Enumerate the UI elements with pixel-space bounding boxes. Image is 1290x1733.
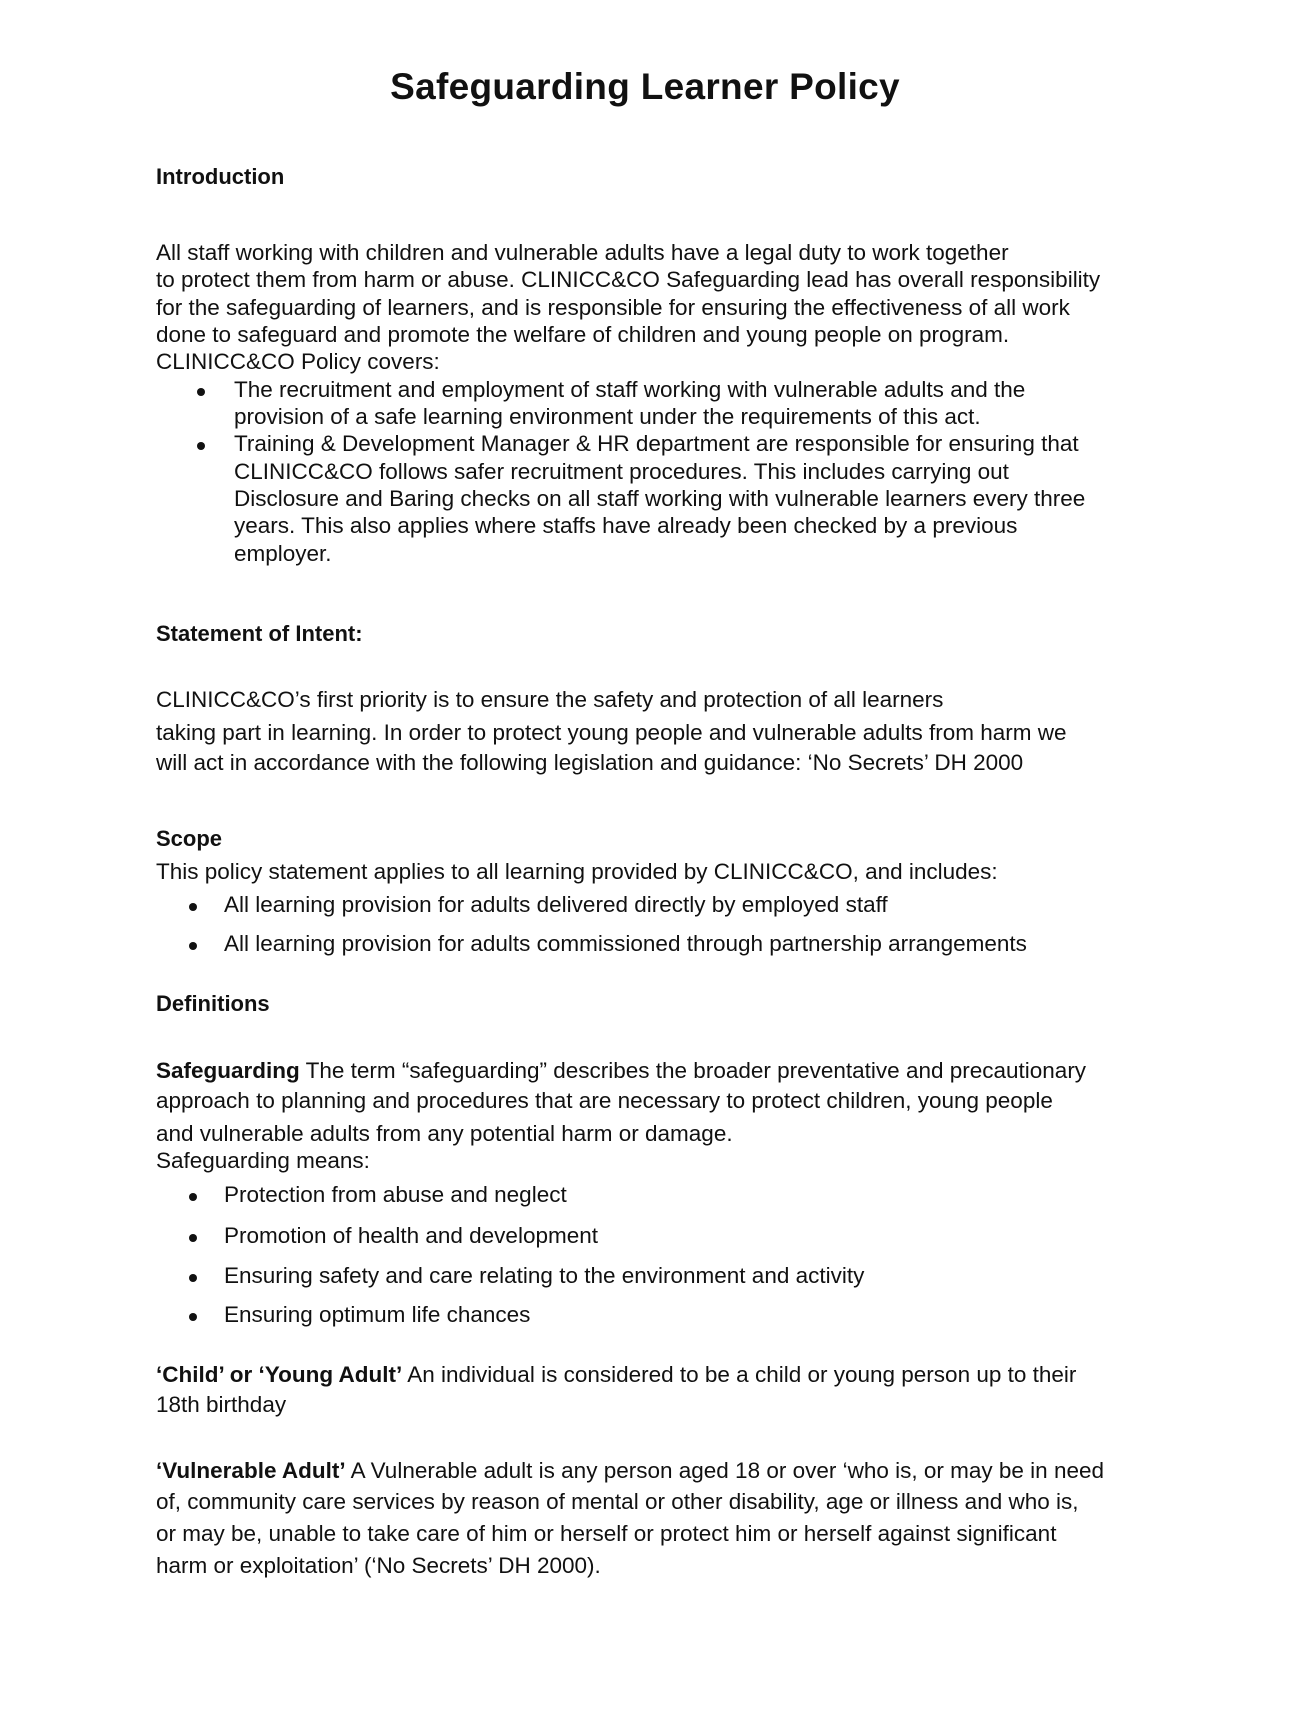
safeguarding-definition-line: approach to planning and procedures that are necessary to protect children, young people — [156, 1088, 1053, 1113]
page-title: Safeguarding Learner Policy — [390, 66, 900, 107]
introduction-bullet-line: The recruitment and employment of staff working with vulnerable adults and the — [234, 377, 1026, 402]
introduction-bullet-line: CLINICC&CO follows safer recruitment procedures. This includes carrying out — [234, 459, 1009, 484]
safeguarding-bullet: Ensuring optimum life chances — [224, 1302, 531, 1327]
bullet-icon — [197, 388, 205, 396]
vulnerable-term: ‘Vulnerable Adult’ — [156, 1458, 346, 1483]
bullet-icon — [189, 903, 197, 911]
intent-line: taking part in learning. In order to protect young people and vulnerable adults from harm we — [156, 720, 1067, 745]
vulnerable-definition-line: of, community care services by reason of mental or other disability, age or illness and who is, — [156, 1489, 1079, 1514]
introduction-line: for the safeguarding of learners, and is responsible for ensuring the effectiveness of all work — [156, 295, 1070, 320]
child-term: ‘Child’ or ‘Young Adult’ — [156, 1362, 403, 1387]
introduction-bullet-line: years. This also applies where staffs have already been checked by a previous — [234, 513, 1018, 538]
bullet-icon — [189, 1274, 197, 1282]
safeguarding-bullet: Ensuring safety and care relating to the environment and activity — [224, 1263, 865, 1288]
safeguarding-bullet: Protection from abuse and neglect — [224, 1182, 567, 1207]
introduction-bullet-line: Training & Development Manager & HR department are responsible for ensuring that — [234, 431, 1079, 456]
scope-intro: This policy statement applies to all learning provided by CLINICC&CO, and includes: — [156, 859, 998, 884]
bullet-icon — [197, 442, 205, 450]
safeguarding-definition-text: The term “safeguarding” describes the broader preventative and precautionary — [299, 1058, 1087, 1083]
child-definition-text: An individual is considered to be a child or young person up to their — [402, 1362, 1077, 1387]
child-definition-line: 18th birthday — [156, 1392, 287, 1417]
scope-bullet: All learning provision for adults commissioned through partnership arrangements — [224, 931, 1027, 956]
intent-line: CLINICC&CO’s first priority is to ensure the safety and protection of all learners — [156, 687, 944, 712]
safeguarding-definition-line — [156, 1058, 1086, 1084]
safeguarding-bullet: Promotion of health and development — [224, 1223, 598, 1248]
introduction-line: done to safeguard and promote the welfare of children and young people on program. — [156, 322, 1010, 347]
introduction-heading: Introduction — [156, 164, 285, 189]
bullet-icon — [189, 942, 197, 950]
safeguarding-means: Safeguarding means: — [156, 1148, 370, 1173]
bullet-icon — [189, 1313, 197, 1321]
vulnerable-definition-line: or may be, unable to take care of him or herself or protect him or herself against significant — [156, 1521, 1057, 1546]
introduction-line: All staff working with children and vulnerable adults have a legal duty to work together — [156, 240, 1009, 265]
introduction-line: CLINICC&CO Policy covers: — [156, 349, 440, 374]
bullet-icon — [189, 1193, 197, 1201]
safeguarding-definition-line: and vulnerable adults from any potential harm or damage. — [156, 1121, 733, 1146]
vulnerable-definition-line — [156, 1458, 1104, 1484]
intent-line: will act in accordance with the following legislation and guidance: ‘No Secrets’ DH 2000 — [156, 750, 1024, 775]
vulnerable-definition-line: harm or exploitation’ (‘No Secrets’ DH 2000). — [156, 1553, 601, 1578]
vulnerable-definition-text: A Vulnerable adult is any person aged 18 or over ‘who is, or may be in need — [345, 1458, 1104, 1483]
definitions-heading: Definitions — [156, 991, 270, 1016]
intent-heading: Statement of Intent: — [156, 621, 363, 646]
introduction-line: to protect them from harm or abuse. CLINICC&CO Safeguarding lead has overall responsibility — [156, 267, 1101, 292]
bullet-icon — [189, 1234, 197, 1242]
scope-heading: Scope — [156, 826, 223, 851]
child-definition-line — [156, 1362, 1076, 1388]
introduction-bullet-line: Disclosure and Baring checks on all staff working with vulnerable learners every three — [234, 486, 1086, 511]
safeguarding-term: Safeguarding — [156, 1058, 300, 1083]
scope-bullet: All learning provision for adults delivered directly by employed staff — [224, 892, 888, 917]
introduction-bullet-line: employer. — [234, 541, 332, 566]
introduction-bullet-line: provision of a safe learning environment under the requirements of this act. — [234, 404, 981, 429]
